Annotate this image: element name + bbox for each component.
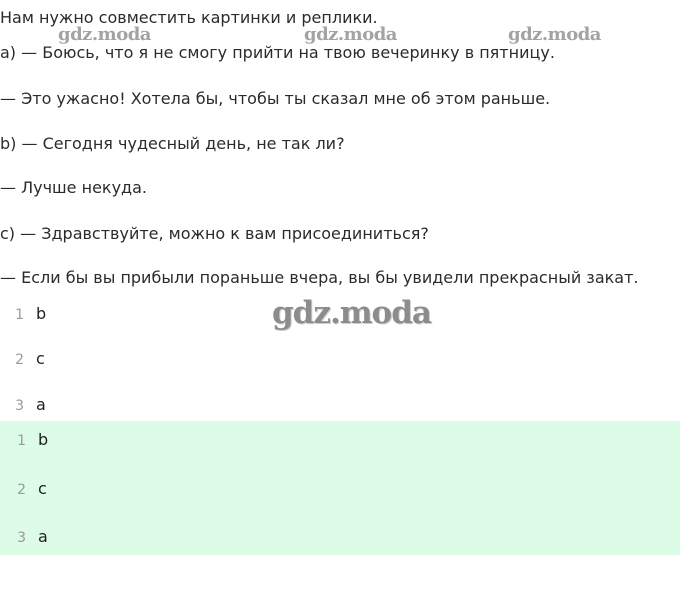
answer-item-value: c xyxy=(38,479,47,498)
list-item xyxy=(0,304,46,324)
answer-item-value: b xyxy=(38,430,49,449)
list-item-value: c xyxy=(36,349,45,368)
answer-item xyxy=(0,527,48,547)
dialogue-line-c-question: c) — Здравствуйте, можно к вам присоединиться? xyxy=(0,224,429,243)
task-title: Нам нужно совместить картинки и реплики. xyxy=(0,8,378,27)
dialogue-line-c-reply: — Если бы вы прибыли пораньше вчера, вы бы увидели прекрасный закат. xyxy=(0,268,639,287)
watermark-text: gdz.moda xyxy=(58,24,151,45)
list-item-number: 1 xyxy=(15,307,24,323)
list-item-value: a xyxy=(36,395,46,414)
dialogue-line-a-reply: — Это ужасно! Хотела бы, чтобы ты сказал мне об этом раньше. xyxy=(0,89,551,108)
answer-item-number: 3 xyxy=(17,530,26,546)
answer-item-number: 2 xyxy=(17,482,26,498)
dialogue-line-b-reply: — Лучше некуда. xyxy=(0,178,147,197)
dialogue-line-b-question: b) — Сегодня чудесный день, не так ли? xyxy=(0,134,345,153)
list-item xyxy=(0,395,46,415)
list-item-value: b xyxy=(36,304,47,323)
watermark-logo: gdz.moda xyxy=(272,295,431,331)
answer-item xyxy=(0,479,47,499)
dialogue-line-a-question: a) — Боюсь, что я не смогу прийти на твою вечеринку в пятницу. xyxy=(0,43,555,62)
watermark-text: gdz.moda xyxy=(508,24,601,45)
watermark-text: gdz.moda xyxy=(304,24,397,45)
answer-item-number: 1 xyxy=(17,433,26,449)
answer-item xyxy=(0,430,48,450)
list-item-number: 2 xyxy=(15,352,24,368)
answer-item-value: a xyxy=(38,527,48,546)
answer-panel xyxy=(0,421,680,555)
list-item xyxy=(0,349,45,369)
list-item-number: 3 xyxy=(15,398,24,414)
